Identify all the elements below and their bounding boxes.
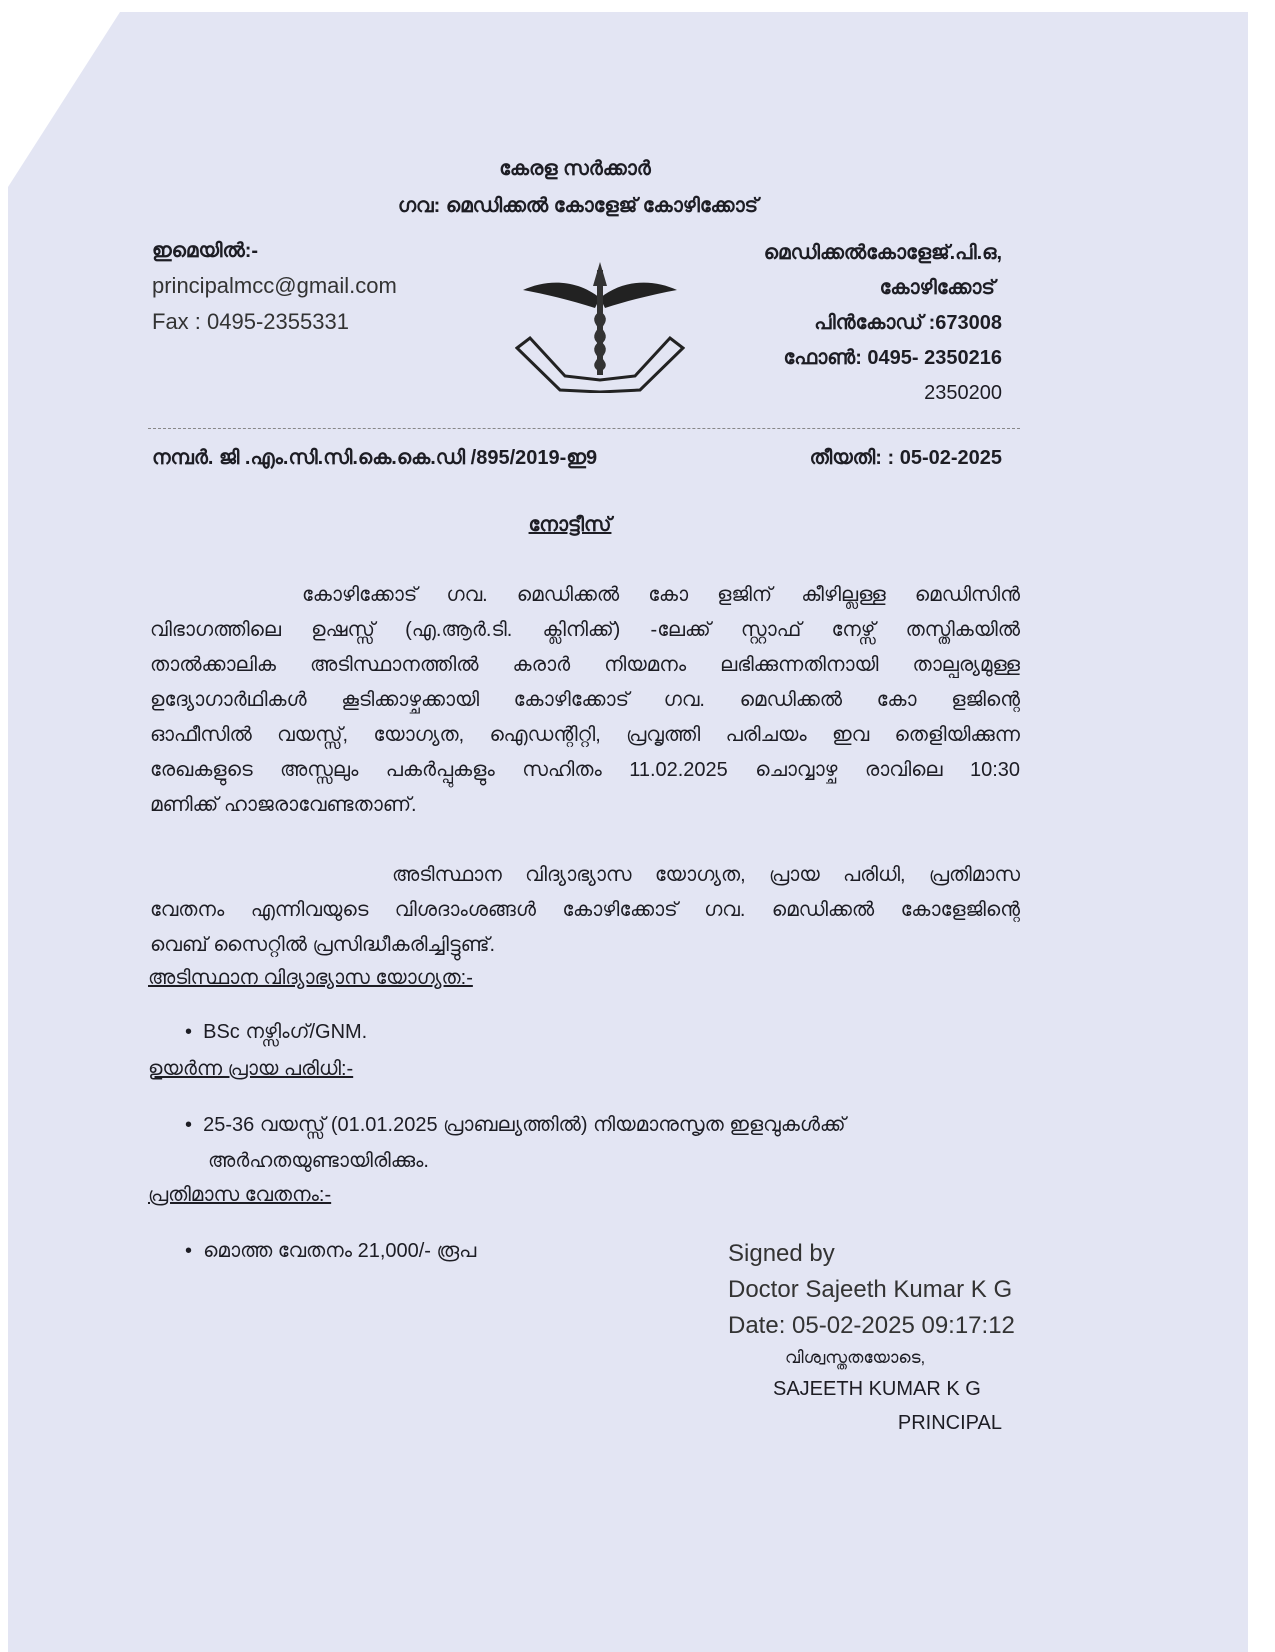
college-heading: ഗവ: മെഡിക്കൽ കോളേജ് കോഴിക്കോട്: [397, 195, 759, 217]
college-logo: [515, 258, 685, 398]
section-heading-age: ഉയർന്ന പ്രായ പരിധി:-: [148, 1058, 354, 1080]
list-item-text: മൊത്ത വേതനം 21,000/- രൂപ: [203, 1240, 477, 1262]
valediction: വിശ്വസ്തതയോടെ,: [785, 1348, 926, 1367]
header-divider: [148, 428, 1020, 429]
notice-title: നോട്ടീസ്: [528, 514, 612, 536]
digital-signature-label: Signed by: [728, 1240, 835, 1267]
paragraph-line: അടിസ്ഥാന വിദ്യാഭ്യാസ യോഗ്യത, പ്രായ പരിധി, പ്രതിമാസ: [392, 864, 1020, 886]
paragraph-line: വിഭാഗത്തിലെ ഉഷസ്സ് (എ.ആർ.ടി. ക്ലിനിക്ക്) -ലേക്ക് സ്റ്റാഫ് നേഴ്സ് തസ്തികയിൽ: [150, 619, 1020, 641]
paragraph-line: ഉദ്യോഗാർഥികൾ കൂടിക്കാഴ്ചക്കായി കോഴിക്കോട് ഗവ. മെഡിക്കൽ കോ ളജിന്റെ: [150, 689, 1020, 711]
paragraph-line: വെബ് സൈറ്റിൽ പ്രസിദ്ധീകരിച്ചിട്ടുണ്ട്.: [150, 934, 496, 956]
phone: ഫോൺ: 0495- 2350216: [783, 347, 1002, 369]
section-heading-salary: പ്രതിമാസ വേതനം:-: [148, 1184, 332, 1206]
list-item: • മൊത്ത വേതനം 21,000/- രൂപ: [185, 1240, 477, 1262]
email-address: principalmcc@gmail.com: [152, 273, 397, 298]
signatory-designation: PRINCIPAL: [897, 1412, 1002, 1434]
reference-date: തീയതി: : 05-02-2025: [809, 447, 1002, 469]
reference-number: നമ്പർ. ജി .എം.സി.സി.കെ.കെ.ഡി /895/2019-ഇ9: [152, 447, 598, 469]
digital-signature-name: Doctor Sajeeth Kumar K G: [728, 1276, 1013, 1303]
signatory-name: SAJEETH KUMAR K G: [773, 1378, 981, 1400]
pincode: പിൻകോഡ് :673008: [814, 312, 1002, 334]
paragraph-line: ഓഫീസിൽ വയസ്സ്, യോഗ്യത, ഐഡന്റിറ്റി, പ്രവൃത്തി പരിചയം ഇവ തെളിയിക്കുന്ന: [150, 724, 1020, 746]
fax-number: Fax : 0495-2355331: [152, 309, 349, 334]
address-line-1: മെഡിക്കൽകോളേജ്.പി.ഒ,: [763, 242, 1002, 264]
section-heading-qualification: അടിസ്ഥാന വിദ്യാഭ്യാസ യോഗ്യത:-: [148, 967, 473, 989]
list-item: • 25-36 വയസ്സ് (01.01.2025 പ്രാബല്യത്തിൽ) നിയമാനുസൃത ഇളവുകൾക്ക്: [185, 1114, 846, 1136]
digital-signature-date: Date: 05-02-2025 09:17:12: [728, 1312, 1015, 1339]
paragraph-line: കോഴിക്കോട് ഗവ. മെഡിക്കൽ കോ ളജിന് കീഴില്ലള്ള മെഡിസിൻ: [302, 584, 1020, 606]
list-item: • BSc നഴ്സിംഗ്/GNM.: [185, 1021, 368, 1043]
govt-heading: കേരള സർക്കാർ: [499, 158, 651, 180]
list-item-text: 25-36 വയസ്സ് (01.01.2025 പ്രാബല്യത്തിൽ) നിയമാനുസൃത ഇളവുകൾക്ക്: [203, 1114, 846, 1136]
list-item-continuation: അർഹതയുണ്ടായിരിക്കും.: [208, 1150, 429, 1172]
paragraph-line: താൽക്കാലിക അടിസ്ഥാനത്തിൽ കരാർ നിയമനം ലഭിക്കുന്നതിനായി താല്പര്യമുള്ള: [150, 654, 1020, 676]
paragraph-line: വേതനം എന്നിവയുടെ വിശദാംശങ്ങൾ കോഴിക്കോട് ഗവ. മെഡിക്കൽ കോളേജിന്റെ: [150, 899, 1020, 921]
address-line-2: കോഴിക്കോട്: [879, 277, 995, 299]
list-item-text: BSc നഴ്സിംഗ്/GNM.: [203, 1021, 368, 1043]
paragraph-line: മണിക്ക് ഹാജരാവേണ്ടതാണ്.: [150, 794, 417, 816]
paragraph-line: രേഖകളുടെ അസ്സലും പകർപ്പുകളും സഹിതം 11.02.2025 ചൊവ്വാഴ്ച രാവിലെ 10:30: [150, 759, 1020, 781]
email-label: ഇമെയിൽ:-: [152, 240, 259, 262]
phone-2: 2350200: [924, 382, 1002, 404]
